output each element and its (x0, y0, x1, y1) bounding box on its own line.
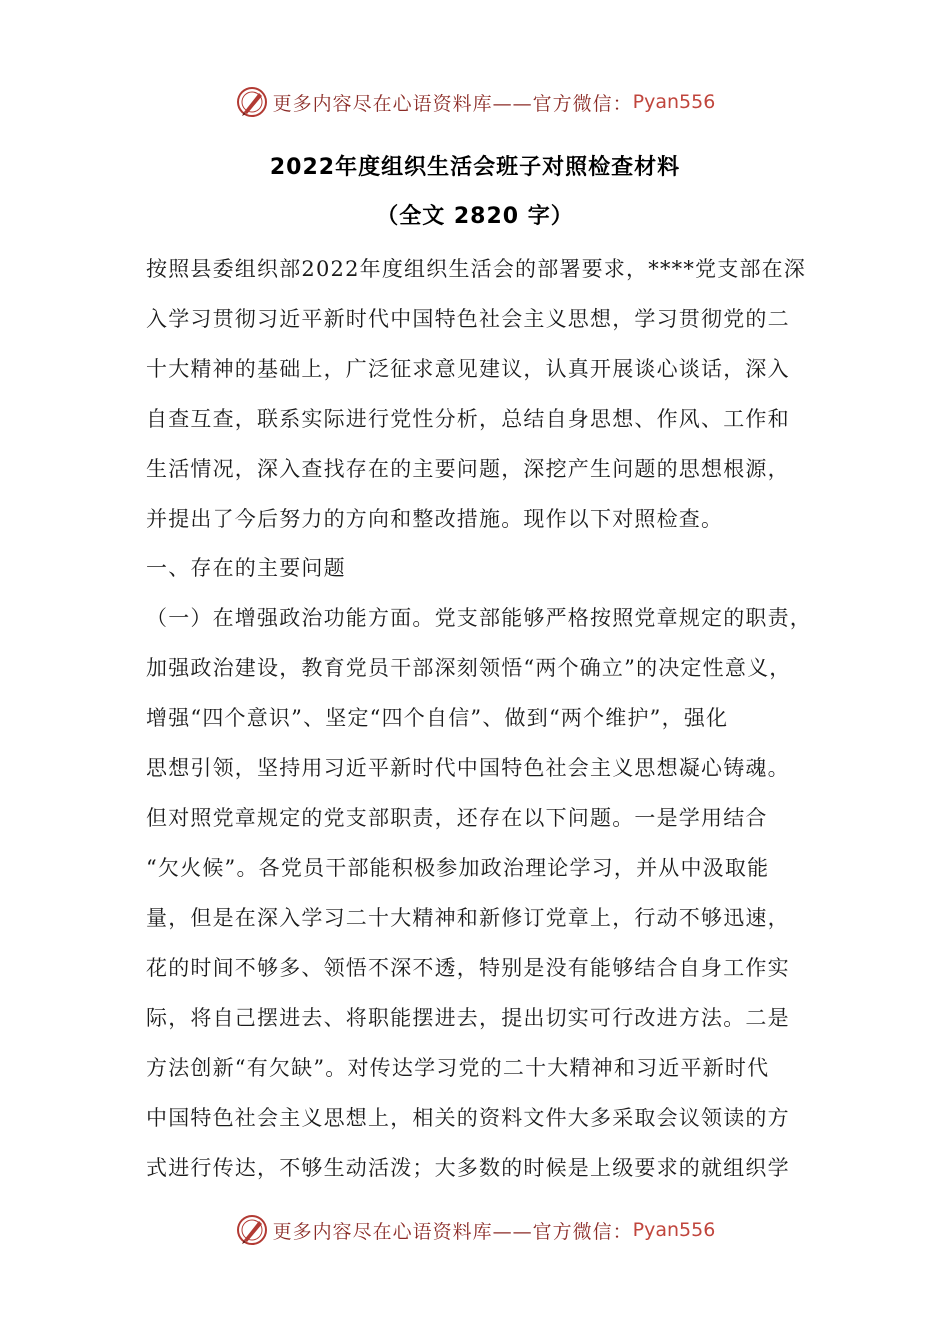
document-title: 2022年度组织生活会班子对照检查材料 (269, 155, 681, 180)
body-line: 入学习贯彻习近平新时代中国特色社会主义思想，学习贯彻党的二 (146, 307, 790, 331)
body-line: 际，将自己摆进去、将职能摆进去，提出切实可行改进方法。二是 (146, 1006, 790, 1030)
body-line: （一）在增强政治功能方面。党支部能够严格按照党章规定的职责， (146, 606, 812, 630)
quill-pen-logo-icon (235, 1213, 269, 1247)
body-line: 但对照党章规定的党支部职责，还存在以下问题。一是学用结合 (146, 806, 768, 830)
body-line: 按照县委组织部2022年度组织生活会的部署要求，****党支部在深 (146, 257, 807, 281)
footer-watermark-banner (0, 1210, 950, 1250)
body-line: 十大精神的基础上，广泛征求意见建议，认真开展谈心谈话，深入 (146, 357, 790, 381)
body-line: 增强“四个意识”、坚定“四个自信”、做到“两个维护”，强化 (146, 706, 729, 730)
body-line: 中国特色社会主义思想上，相关的资料文件大多采取会议领读的方 (146, 1106, 790, 1130)
document-subtitle: （全文 2820 字） (376, 204, 574, 229)
body-line: 生活情况，深入查找存在的主要问题，深挖产生问题的思想根源， (146, 457, 790, 481)
section-heading: 一、存在的主要问题 (146, 556, 346, 580)
body-line: 量，但是在深入学习二十大精神和新修订党章上，行动不够迅速， (146, 906, 790, 930)
watermark-wechat-id: Pyan556 (632, 91, 716, 113)
body-line: 方法创新“有欠缺”。对传达学习党的二十大精神和习近平新时代 (146, 1056, 770, 1080)
watermark-text: 更多内容尽在心语资料库——官方微信： (272, 1220, 633, 1243)
body-line: 自查互查，联系实际进行党性分析，总结自身思想、作风、工作和 (146, 407, 790, 431)
body-line: 花的时间不够多、领悟不深不透，特别是没有能够结合自身工作实 (146, 956, 790, 980)
quill-pen-logo-icon (235, 85, 269, 119)
watermark-text: 更多内容尽在心语资料库——官方微信： (272, 92, 633, 115)
body-line: 加强政治建设，教育党员干部深刻领悟“两个确立”的决定性意义， (146, 656, 792, 680)
body-line: 并提出了今后努力的方向和整改措施。现作以下对照检查。 (146, 507, 724, 531)
header-watermark-banner (0, 82, 950, 122)
body-line: 式进行传达，不够生动活泼；大多数的时候是上级要求的就组织学 (146, 1156, 790, 1180)
body-line: “欠火候”。各党员干部能积极参加政治理论学习，并从中汲取能 (146, 856, 770, 880)
body-line: 思想引领，坚持用习近平新时代中国特色社会主义思想凝心铸魂。 (146, 756, 790, 780)
watermark-wechat-id: Pyan556 (632, 1219, 716, 1241)
